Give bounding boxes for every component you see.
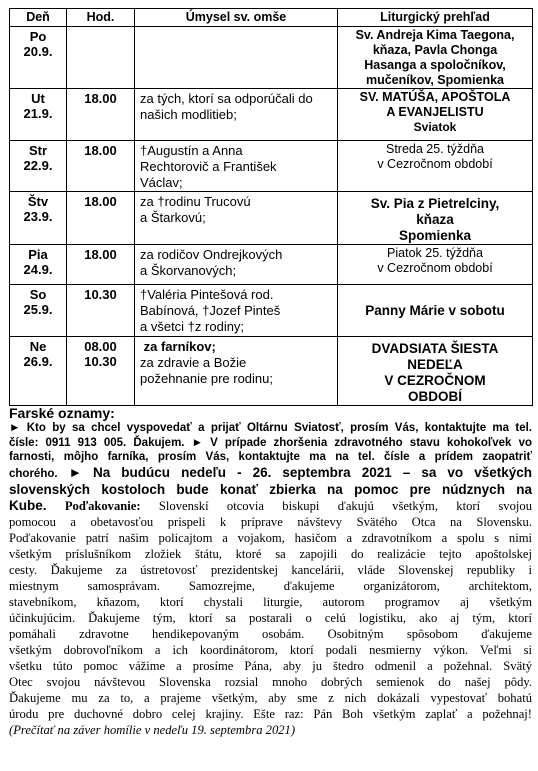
day-cell [10, 141, 67, 192]
thanks-line: všetkým príslušníkom zložiek štátu, ktoré sa zapojili do realizácie tejto apoštolskej [9, 546, 532, 561]
table-row [10, 89, 533, 141]
liturgy-line: SV. MATÚŠA, APOŠTOLA [359, 90, 511, 104]
header-liturgy: Liturgický prehľad [338, 9, 533, 27]
liturgy-line: Spomienka [398, 228, 472, 243]
header-hour: Hod. [67, 9, 135, 27]
liturgy-cell [338, 245, 533, 285]
mass-schedule-table [9, 8, 533, 406]
hour-cell [67, 285, 135, 337]
liturgy-line: NEDEĽA [407, 357, 463, 372]
thanks-first-line [9, 498, 532, 514]
hour-value: 10.30 [84, 354, 117, 369]
intent-line: a Škorvanových; [140, 263, 237, 278]
day-cell [10, 89, 67, 141]
intent-line: za farníkov; [140, 339, 216, 354]
intent-cell [135, 192, 338, 245]
day-name: Po [29, 29, 47, 44]
day-cell [10, 27, 67, 89]
thanks-line: miestnym samosprávam. Samozrejme, ďakujeme organizátorom, architektom, [9, 578, 532, 593]
day-cell [10, 192, 67, 245]
header-day: Deň [10, 9, 67, 27]
day-date: 22.9. [23, 158, 53, 173]
table-row [10, 192, 533, 245]
notice-line: čísle: 0911 913 005. Ďakujem. ► V prípade zhoršenia zdravotného stavu kohokoľvek vo [9, 436, 532, 449]
intent-line: Václav; [140, 175, 183, 190]
liturgy-cell [338, 89, 533, 141]
table-row [10, 141, 533, 192]
thanks-line: všetkým dobrovoľníkom a ich koordinátorom, ktorí podali nesmierny výkon. Veľmi si [9, 642, 532, 657]
day-cell [10, 285, 67, 337]
thanks-line: pomáhali zdravotne hendikepovaným osobám. Osobitným spôsobom ďakujeme [9, 626, 532, 641]
day-cell [10, 245, 67, 285]
thanks-line: pomocou a obetavosťou prispeli k príprave návštevy Svätého Otca na Slovensku. [9, 514, 532, 529]
liturgy-line: Piatok 25. týždňa [387, 246, 483, 260]
liturgy-line: Hasanga a spoločníkov, [364, 58, 506, 72]
day-date: 23.9. [23, 209, 53, 224]
header-intent: Úmysel sv. omše [135, 9, 338, 27]
day-date: 21.9. [23, 106, 53, 121]
intent-cell [135, 285, 338, 337]
day-name: Ut [31, 91, 45, 106]
hour-cell [67, 245, 135, 285]
intent-line: Rechtorovič a František [140, 159, 277, 174]
table-row [10, 337, 533, 406]
liturgy-rank: Sviatok [413, 120, 457, 134]
liturgy-cell [338, 27, 533, 89]
notices-title: Farské oznamy: [9, 405, 115, 421]
day-name: Ne [29, 339, 47, 354]
intent-line: požehnanie pre rodinu; [140, 371, 273, 386]
liturgy-line: A EVANJELISTU [386, 105, 484, 119]
intent-line: za tých, ktorí sa odporúčali do [140, 91, 313, 106]
hour-cell [67, 337, 135, 406]
hour-value: 18.00 [84, 143, 117, 158]
liturgy-line: Sv. Andreja Kima Taegona, [355, 28, 515, 42]
thanks-line: Ďakujeme mu za to, a prajeme všetkým, aby sme z nich dokázali vypestovať bohatú [9, 690, 532, 705]
notice-text: chorého. [9, 467, 58, 480]
day-date: 24.9. [23, 262, 53, 277]
notice-collection-end: Kube. [9, 497, 47, 513]
notice-collection-line [9, 465, 532, 482]
intent-line: Babínová, †Jozef Pinteš [140, 303, 281, 318]
day-name: Pia [28, 247, 48, 262]
liturgy-line: Streda 25. týždňa [386, 142, 484, 156]
table-row [10, 245, 533, 285]
hour-value: 08.00 [84, 339, 117, 354]
notice-line: ► Kto by sa chcel vyspovedať a prijať Oltárnu Sviatosť, prosím Vás, kontaktujte ma tel. [9, 422, 532, 434]
liturgy-line: v Cezročnom období [377, 261, 493, 275]
day-name: Str [28, 143, 48, 158]
intent-cell [135, 27, 338, 89]
thanks-text: Slovenskí otcovia biskupi ďakujú všetkým, ktorí svojou [158, 498, 532, 513]
liturgy-line: v Cezročnom období [377, 157, 493, 171]
table-row [10, 285, 533, 337]
thanks-line: úrodu pre duchovné dobro celej krajiny. Ešte raz: Pán Boh všetkým zaplať a požehnaj! [9, 706, 532, 721]
day-name: So [29, 287, 47, 302]
hour-value: 18.00 [84, 194, 117, 209]
thanks-label: Poďakovanie: [64, 498, 141, 513]
parish-notices [9, 405, 532, 738]
notice-collection-intro: ► Na budúcu nedeľu - 26. septembra 2021 – sa vo všetkých [68, 464, 532, 480]
day-name: Štv [27, 194, 49, 209]
liturgy-cell [338, 337, 533, 406]
thanks-line: účinkujúcim. Ďakujeme tým, ktorí sa postarali o celú logistiku, ako aj tým, ktorí [9, 610, 532, 625]
intent-line: a všetci †z rodiny; [140, 319, 245, 334]
liturgy-cell [338, 285, 533, 337]
liturgy-line: mučeníkov, Spomienka [365, 73, 504, 87]
liturgy-line: DVADSIATA ŠIESTA [371, 341, 499, 356]
liturgy-line: Sv. Pia z Pietrelciny, [370, 196, 500, 211]
hour-cell [67, 141, 135, 192]
notice-line: farnosti, môjho farníka, prosím Vás, kontaktujte ma na tel. čísle a prídem zaopatriť [9, 451, 532, 463]
liturgy-line: Panny Márie v sobotu [365, 303, 505, 318]
intent-line: za zdravie a Božie [140, 355, 247, 370]
thanks-line: Otec svojou návštevou Slovenska rozsial mnoho dobrých semienok do našej pôdy. [9, 674, 532, 689]
intent-line: za †rodinu Trucovú [140, 194, 251, 209]
table-header-row [10, 9, 533, 27]
day-date: 26.9. [23, 354, 53, 369]
thanks-line: Poďakovanie patrí našim policajtom a vojakom, hasičom a zdravotníkom a spolu s nimi [9, 530, 532, 545]
intent-line: a Štarkovú; [140, 210, 206, 225]
hour-value: 18.00 [84, 91, 117, 106]
intent-cell [135, 89, 338, 141]
notice-collection-line2: slovenských kostoloch bude konať zbierka na pomoc pre núdznych na [9, 481, 532, 497]
hour-cell [67, 89, 135, 141]
day-cell [10, 337, 67, 406]
liturgy-line: kňaza [416, 212, 454, 227]
intent-cell [135, 245, 338, 285]
hour-value: 10.30 [84, 287, 117, 302]
intent-line: †Augustín a Anna [140, 143, 243, 158]
day-date: 20.9. [23, 44, 53, 59]
thanks-line: všetku túto pomoc vážime a prosíme Pána, aby ju štedro odmenil a požehnal. Svätý [9, 658, 532, 673]
hour-cell [67, 27, 135, 89]
liturgy-cell [338, 141, 533, 192]
thanks-line: cesty. Ďakujeme za ústretovosť prezidentskej kancelárii, vláde Slovenskej republiky i [9, 562, 532, 577]
intent-cell [135, 141, 338, 192]
notices-footer: (Prečítať na záver homílie v nedeľu 19. septembra 2021) [9, 722, 296, 737]
hour-value: 18.00 [84, 247, 117, 262]
table-row [10, 27, 533, 89]
liturgy-line: V CEZROČNOM [384, 373, 486, 388]
liturgy-cell [338, 192, 533, 245]
liturgy-line: kňaza, Pavla Chonga [372, 43, 498, 57]
day-date: 25.9. [23, 302, 53, 317]
intent-cell [135, 337, 338, 406]
hour-cell [67, 192, 135, 245]
intent-line: za rodičov Ondrejkových [140, 247, 283, 262]
liturgy-line: OBDOBÍ [408, 389, 462, 404]
thanks-line: stavebníkom, kňazom, ktorí chystali liturgie, autorom programov aj všetkým [9, 594, 532, 609]
intent-line: †Valéria Pintešová rod. [140, 287, 274, 302]
intent-line: našich modlitieb; [140, 107, 237, 122]
